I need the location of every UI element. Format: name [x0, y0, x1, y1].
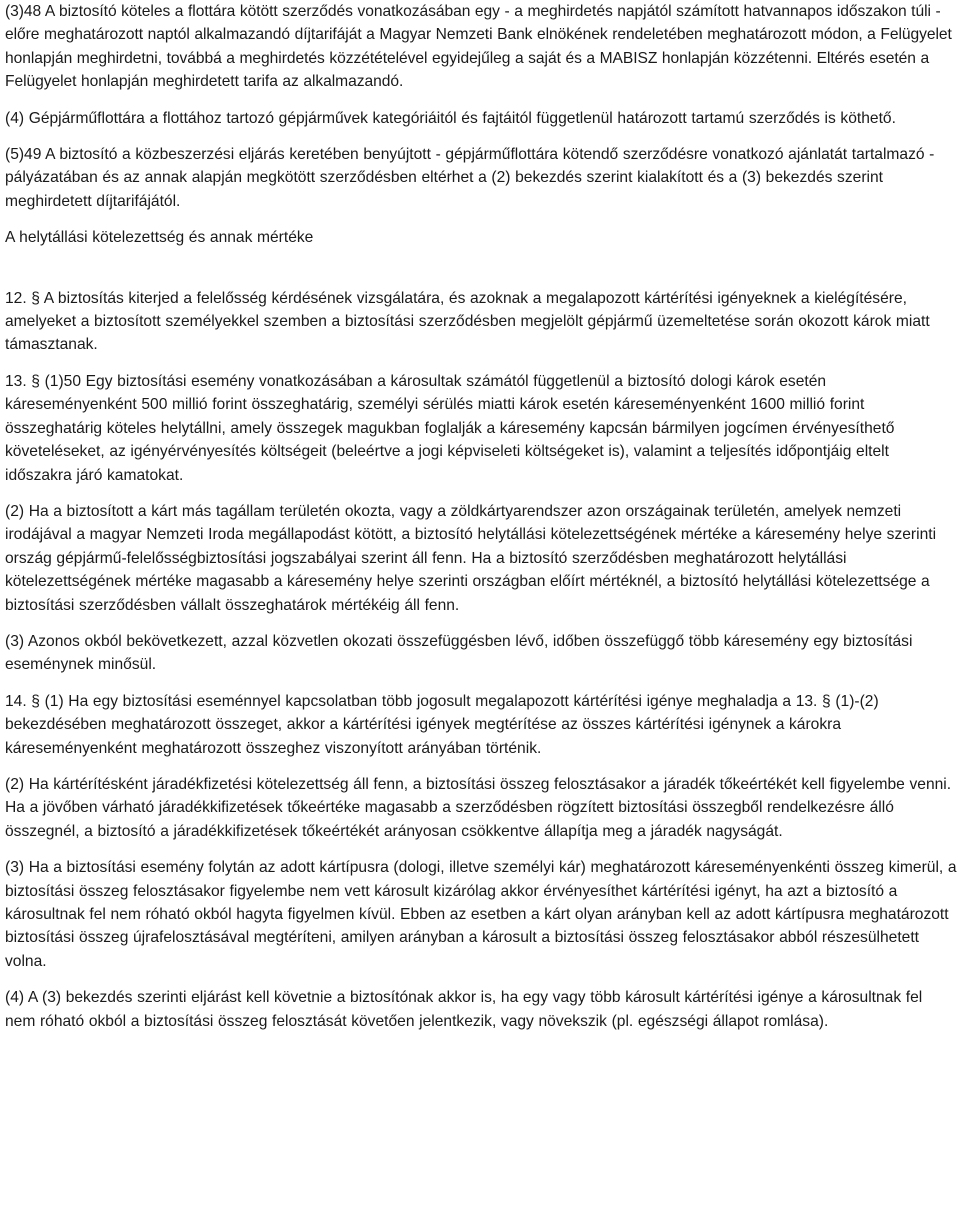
section-12: 12. § A biztosítás kiterjed a felelősség kérdésének vizsgálatára, és azoknak a megalapozott kártérítési igényeknek a kielégítésére, amelyeket a biztosított személyekkel szemben a biztosítási szerződésben megjelölt gépjármű üzemeltetése során okozott károk miatt támasztanak. — [5, 289, 930, 354]
section-13-1: 13. § (1)50 Egy biztosítási esemény vonatkozásában a károsultak számától függetlenül a biztosító dologi károk esetén káreseményenként 500 millió forint összeghatárig, személyi sérülés miatti károk esetén káreseményenként 1600 millió forint összeghatárig köteles helytállni, amely összegek magukban foglalják a káresemény kapcsán bármilyen jogcímen érvényesíthető követeléseket, az igényérvényesítés költségeit (beleértve a jogi képviseleti költségeket is), valamint a teljesítés időpontjáig eltelt időszakra járó kamatokat. — [5, 372, 895, 484]
section-13-2: (2) Ha a biztosított a kárt más tagállam területén okozta, vagy a zöldkártyarendszer azon országainak területén, amelyek nemzeti irodájával a magyar Nemzeti Iroda megállapodást kötött, a biztosító helytállási kötelezettségének mértéke a káresemény helye szerinti ország gépjármű-felelősségbiztosítási jogszabályai szerint áll fenn. Ha a biztosító szerződésben meghatározott helytállási kötelezettségének mértéke magasabb a káresemény helye szerinti országban előírt mértéknél, a biztosító helytállási kötelezettsége a biztosítási szerződésben vállalt összeghatárok mértékéig áll fenn. — [5, 502, 937, 614]
paragraph-3-48: (3)48 A biztosító köteles a flottára kötött szerződés vonatkozásában egy - a meghirdetés napjától számított hatvannapos időszakon túli - előre meghatározott naptól alkalmazandó díjtarifáját a Magyar Nemzeti Bank elnökének rendeletében meghatározott módon, a Felügyelet honlapján meghirdetni, továbbá a meghirdetés közzétételével egyidejűleg a saját és a MABISZ honlapján közzétenni. Eltérés esetén a Felügyelet honlapján meghirdetett tarifa az alkalmazandó. — [5, 3, 952, 91]
paragraph-5-49: (5)49 A biztosító a közbeszerzési eljárás keretében benyújtott - gépjárműflottára kötendő szerződésre vonatkozó ajánlatát tartalmazó - pályázatában és az annak alapján megkötött szerződésben eltérhet a (2) bekezdés szerint kialakított és a (3) bekezdés szerint meghirdetett díjtarifájától. — [5, 146, 935, 210]
section-14-2: (2) Ha kártérítésként járadékfizetési kötelezettség áll fenn, a biztosítási összeg felosztásakor a járadék tőkeértékét kell figyelembe venni. Ha a jövőben várható járadékkifizetések tőkeértéke magasabb a szerződésben rögzített biztosítási összegből rendelkezésre álló összegnél, a biztosító a járadékkifizetések tőkeértékét arányosan csökkentve állapítja meg a járadék nagyságát. — [5, 775, 952, 840]
section-14-3: (3) Ha a biztosítási esemény folytán az adott kártípusra (dologi, illetve személyi kár) meghatározott káreseményenkénti összeg kimerül, a biztosítási összeg felosztásakor figyelembe nem vett károsult kizárólag akkor érvényesíthet kártérítési igényt, ha azt a biztosító a károsultnak fel nem róható okból hagyta figyelmen kívül. Ebben az esetben a kárt olyan arányban kell az adott kártípusra meghatározott biztosítási összeg újrafelosztásával megtéríteni, amilyen arányban a károsult a biztosítási összeg felosztásakor abból részesülhetett volna. — [5, 859, 957, 970]
document-page — [5, 0, 957, 1033]
section-13-3: (3) Azonos okból bekövetkezett, azzal közvetlen okozati összefüggésben lévő, időben összefüggő több káresemény egy biztosítási eseménynek minősül. — [5, 632, 913, 674]
paragraph-4: (4) Gépjárműflottára a flottához tartozó gépjárművek kategóriáitól és fajtáitól függetlenül határozott tartamú szerződés is köthető. — [5, 109, 896, 127]
section-14-1: 14. § (1) Ha egy biztosítási eseménnyel kapcsolatban több jogosult megalapozott kártérítési igénye meghaladja a 13. § (1)-(2) bekezdésében meghatározott összeget, akkor a kártérítési igények megtérítése az összes kártérítési igénynek a károkra káreseményenként meghatározott összeghez viszonyított arányában történik. — [5, 692, 879, 757]
section-heading: A helytállási kötelezettség és annak mértéke — [5, 229, 314, 247]
section-14-4: (4) A (3) bekezdés szerinti eljárást kell követnie a biztosítónak akkor is, ha egy vagy több károsult kártérítési igénye a károsultnak fel nem róható okból a biztosítási összeg felosztását követően jelentkezik, vagy növekszik (pl. egészségi állapot romlása). — [5, 989, 923, 1030]
